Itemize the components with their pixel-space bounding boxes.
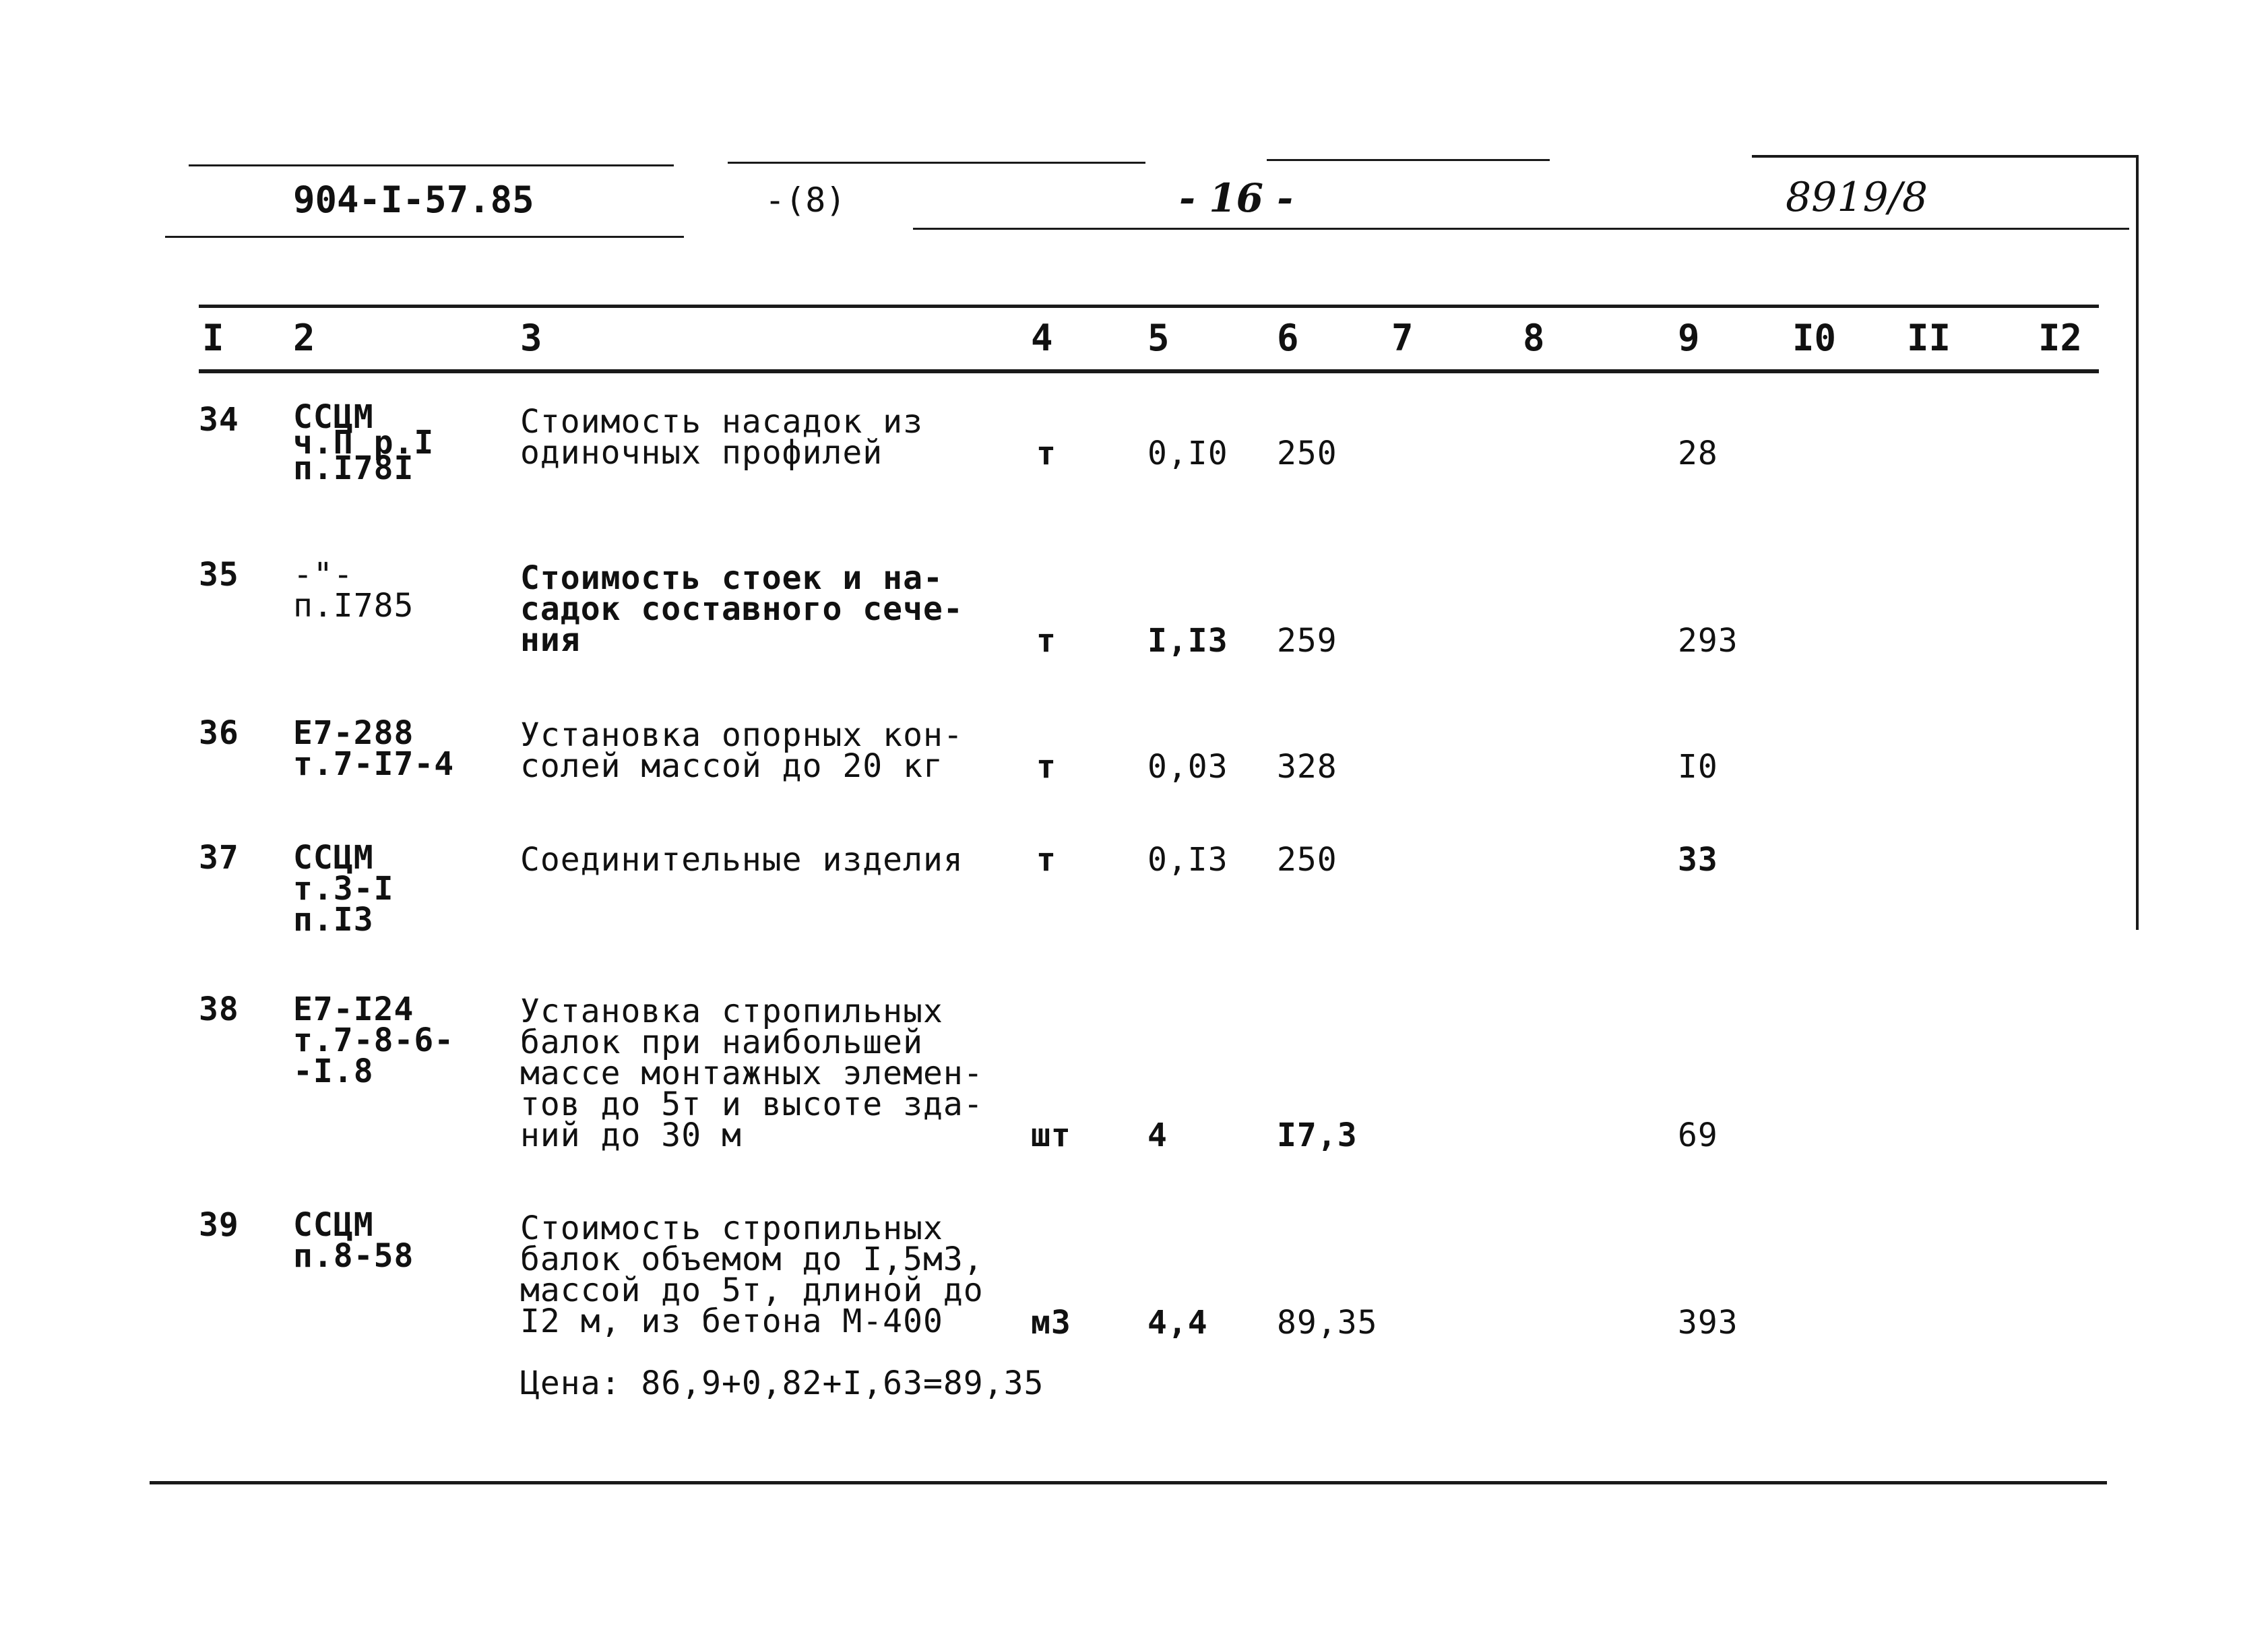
row-description: Стоимость насадок из одиночных профилей (520, 403, 923, 472)
row-description: Стоимость стропильных балок объемом до I,5м3, массой до 5т, длиной до I2 м, из бетона М-400 (520, 1210, 984, 1340)
header-rule-bottom-2 (913, 228, 2129, 230)
doc-number: 904-I-57.85 (293, 179, 534, 221)
column-header: 2 (293, 317, 315, 359)
row-unit: м3 (1031, 1304, 1071, 1342)
row-description: Соединительные изделия (520, 841, 964, 879)
header-rule-bottom-1 (165, 236, 684, 238)
column-header: I0 (1792, 317, 1837, 359)
column-header: 8 (1523, 317, 1545, 359)
row-reference: Е7-288 т.7-I7-4 (293, 714, 455, 783)
header-rule-top-4 (1752, 155, 2136, 158)
row-total: 33 (1678, 841, 1718, 879)
row-quantity: 0,03 (1147, 748, 1228, 786)
column-header: 6 (1277, 317, 1299, 359)
column-header: 3 (520, 317, 542, 359)
row-quantity: 4,4 (1147, 1304, 1208, 1342)
row-description: Установка опорных кон- солей массой до 20 кг (520, 716, 964, 785)
row-price: 328 (1277, 748, 1337, 786)
row-price: 250 (1277, 841, 1337, 879)
table-rule-bottom (150, 1481, 2107, 1484)
row-unit: т (1036, 435, 1057, 472)
row-number: 37 (199, 839, 239, 877)
row-description: Установка стропильных балок при наибольшей массе монтажных элемен- тов до 5т и высоте зда- ний до 30 м (520, 993, 984, 1154)
header-rule-top-3 (1267, 159, 1550, 161)
table-rule-top (199, 305, 2099, 308)
row-reference: ССЦМ т.3-I п.I3 (293, 839, 394, 939)
row-price: 89,35 (1277, 1304, 1378, 1342)
row-unit: т (1036, 841, 1057, 879)
column-header: I (202, 317, 224, 359)
row-unit: т (1036, 622, 1057, 660)
price-note: Цена: 86,9+0,82+I,63=89,35 (520, 1364, 1044, 1402)
row-number: 34 (199, 401, 239, 439)
right-border (2136, 155, 2139, 930)
row-number: 39 (199, 1206, 239, 1244)
row-price: I7,3 (1277, 1117, 1358, 1154)
column-header: 7 (1391, 317, 1414, 359)
sheet-number: 8919/8 (1786, 174, 1928, 221)
table-rule-header (199, 369, 2099, 373)
row-reference: Е7-I24 т.7-8-6- -I.8 (293, 991, 455, 1090)
row-number: 38 (199, 991, 239, 1028)
row-quantity: 4 (1147, 1117, 1168, 1154)
row-total: 293 (1678, 622, 1738, 660)
row-number: 36 (199, 714, 239, 752)
row-unit: шт (1031, 1117, 1071, 1154)
row-unit: т (1036, 748, 1057, 786)
page-number: - 16 - (1179, 175, 1294, 221)
row-reference: -"- п.I785 (293, 556, 414, 625)
row-total: 69 (1678, 1117, 1718, 1154)
row-reference: ССЦМ п.8-58 (293, 1206, 414, 1275)
row-total: 28 (1678, 435, 1718, 472)
column-header: 9 (1678, 317, 1700, 359)
column-header: I2 (2038, 317, 2083, 359)
row-description: Стоимость стоек и на- садок составного сече- ния (520, 559, 964, 659)
row-quantity: 0,I0 (1147, 435, 1228, 472)
section-number: -(8) (765, 181, 846, 220)
header-rule-top-1 (189, 164, 674, 166)
header-rule-top-2 (728, 162, 1145, 164)
row-price: 259 (1277, 622, 1337, 660)
row-reference: ССЦМ ч.П р.I п.I78I (293, 398, 435, 487)
row-quantity: I,I3 (1147, 622, 1228, 660)
column-header: 5 (1147, 317, 1170, 359)
row-total: I0 (1678, 748, 1718, 786)
row-total: 393 (1678, 1304, 1738, 1342)
row-price: 250 (1277, 435, 1337, 472)
column-header: 4 (1031, 317, 1053, 359)
row-quantity: 0,I3 (1147, 841, 1228, 879)
column-header: II (1907, 317, 1951, 359)
row-number: 35 (199, 556, 239, 594)
